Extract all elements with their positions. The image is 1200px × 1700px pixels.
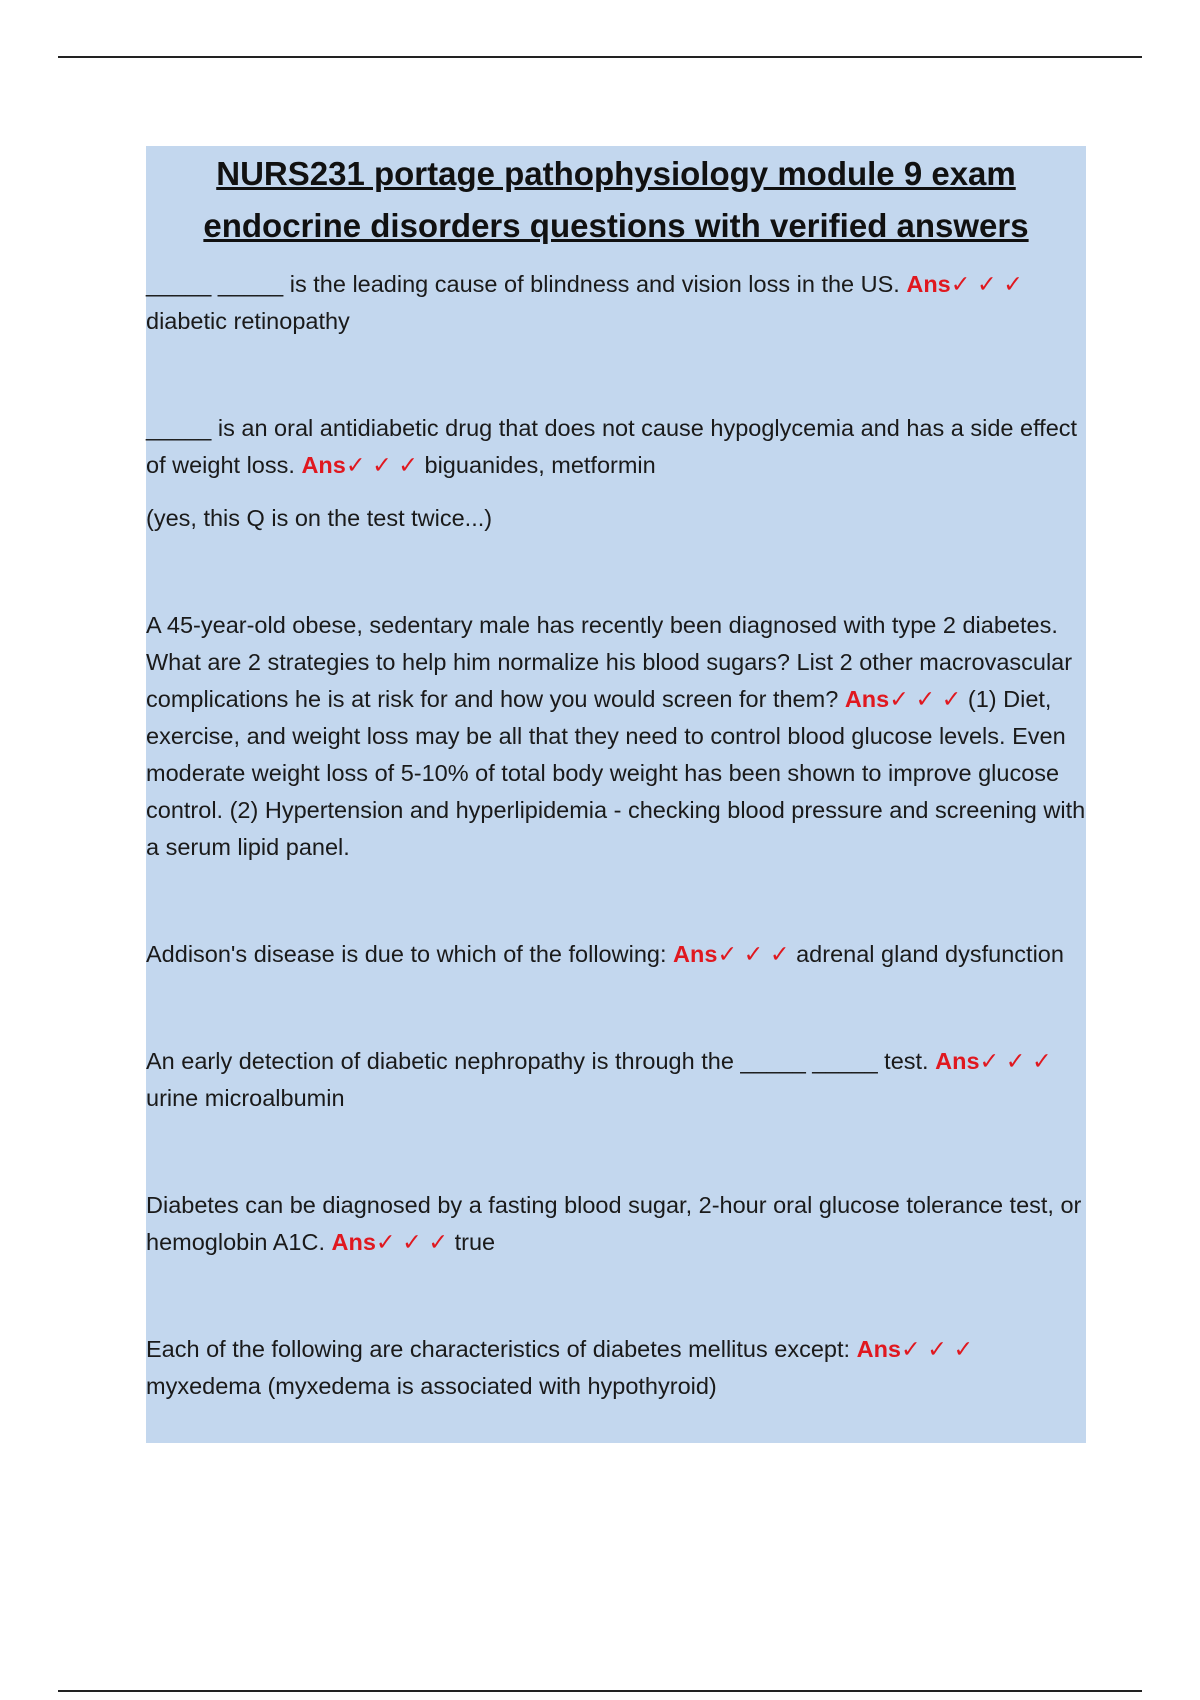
title-line-2: endocrine disorders questions with verified answers: [203, 207, 1029, 244]
question-text: Each of the following are characteristics of diabetes mellitus except:: [146, 1336, 851, 1362]
answer-marker: Ans✓ ✓ ✓: [673, 941, 790, 967]
answer-marker: Ans✓ ✓ ✓: [906, 271, 1023, 297]
document-title: [146, 148, 1086, 252]
answer-text: diabetic retinopathy: [146, 308, 350, 334]
question-text: Diabetes can be diagnosed by a fasting blood sugar, 2-hour oral glucose tolerance test, or hemoglobin A1C.: [146, 1192, 1082, 1255]
title-line-1: NURS231 portage pathophysiology module 9 exam: [216, 155, 1016, 192]
qa-item: [146, 1331, 1086, 1405]
answer-marker: Ans✓ ✓ ✓: [856, 1336, 974, 1362]
answer-text: adrenal gland dysfunction: [796, 941, 1064, 967]
checkmark-icon: ✓ ✓ ✓: [345, 452, 418, 478]
checkmark-icon: ✓ ✓ ✓: [375, 1229, 449, 1255]
answer-marker: Ans✓ ✓ ✓: [331, 1229, 449, 1255]
checkmark-icon: ✓ ✓ ✓: [889, 686, 962, 712]
answer-marker: Ans✓ ✓ ✓: [844, 686, 962, 712]
question-text: A 45-year-old obese, sedentary male has recently been diagnosed with type 2 diabetes. What are 2 strategies to help him normalize his blood sugars? List 2 other macrovascular complications he is at risk for and how you would screen for them?: [146, 612, 1073, 712]
answer-text: urine microalbumin: [146, 1085, 345, 1111]
answer-text: biguanides, metformin: [424, 452, 656, 478]
qa-item: [146, 607, 1086, 866]
question-text: An early detection of diabetic nephropathy is through the _____ _____ test.: [146, 1048, 929, 1074]
question-note: (yes, this Q is on the test twice...): [146, 505, 493, 531]
answer-text: (1) Diet, exercise, and weight loss may be all that they need to control blood glucose levels. Even moderate weight loss of 5-10% of total body weight has been shown to improve glucose control. (2) Hypertension and hyperlipidemia - checking blood pressure and screening with a serum lipid panel.: [146, 686, 1086, 860]
question-text: _____ _____ is the leading cause of blindness and vision loss in the US.: [146, 271, 900, 297]
qa-item: [146, 1043, 1086, 1117]
footer-rule: [58, 1690, 1142, 1692]
qa-item: [146, 410, 1086, 484]
checkmark-icon: ✓ ✓ ✓: [717, 941, 790, 967]
answer-text: myxedema (myxedema is associated with hypothyroid): [146, 1373, 717, 1399]
checkmark-icon: ✓ ✓ ✓: [950, 271, 1023, 297]
question-text: _____ is an oral antidiabetic drug that does not cause hypoglycemia and has a side effect of weight loss.: [146, 415, 1078, 478]
qa-item: [146, 266, 1086, 340]
document-body: [146, 146, 1086, 1443]
question-text: Addison's disease is due to which of the following:: [146, 941, 667, 967]
checkmark-icon: ✓ ✓ ✓: [901, 1336, 974, 1362]
qa-item: [146, 936, 1086, 973]
answer-marker: Ans✓ ✓ ✓: [301, 452, 418, 478]
header-rule: [58, 56, 1142, 58]
qa-item: [146, 1187, 1086, 1261]
answer-text: true: [454, 1229, 496, 1255]
checkmark-icon: ✓ ✓ ✓: [979, 1048, 1052, 1074]
answer-marker: Ans✓ ✓ ✓: [935, 1048, 1052, 1074]
